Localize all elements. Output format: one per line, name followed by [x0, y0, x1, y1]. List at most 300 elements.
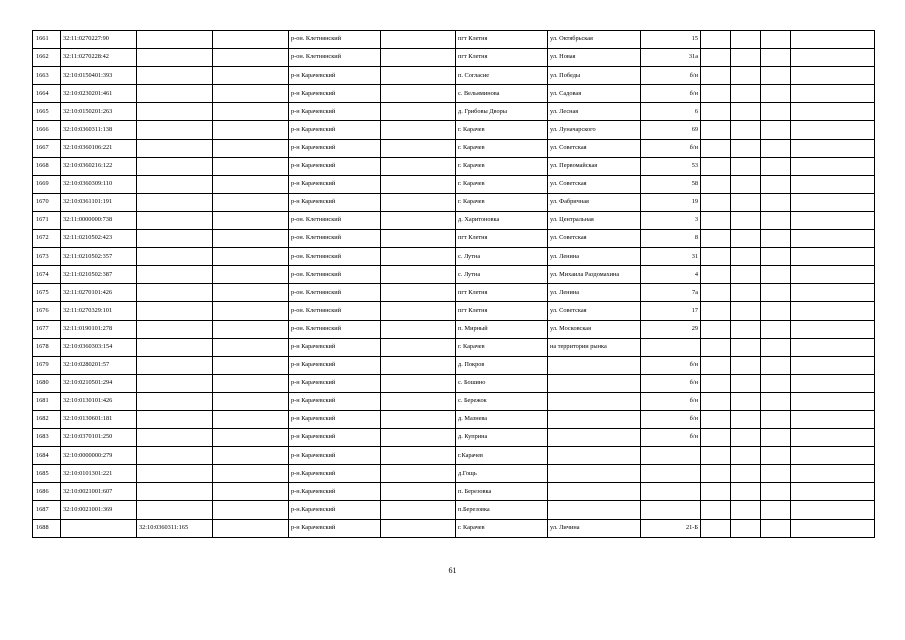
settlement-cell: г. Карачев	[456, 338, 548, 356]
empty-cell	[791, 374, 875, 392]
table-row	[33, 519, 875, 537]
house-number-cell: 69	[641, 121, 701, 139]
district-cell: р-н Карачевский	[289, 157, 381, 175]
empty-cell	[791, 175, 875, 193]
empty-cell	[761, 302, 791, 320]
empty-cell	[731, 31, 761, 49]
empty-cell	[761, 447, 791, 465]
house-number-cell: б/н	[641, 410, 701, 428]
empty-cell	[791, 302, 875, 320]
empty-cell	[213, 193, 289, 211]
cadastral-number-cell: 32:10:0150201:263	[61, 103, 137, 121]
table-row	[33, 392, 875, 410]
empty-cell	[731, 302, 761, 320]
empty-cell	[791, 392, 875, 410]
empty-cell	[761, 230, 791, 248]
settlement-cell: с. Бережок	[456, 392, 548, 410]
empty-cell	[761, 31, 791, 49]
empty-cell	[761, 392, 791, 410]
cadastral-number-alt-cell	[137, 410, 213, 428]
settlement-cell: г. Карачев	[456, 157, 548, 175]
house-number-cell: 31	[641, 248, 701, 266]
empty-cell	[791, 284, 875, 302]
settlement-cell: пгт Клетня	[456, 31, 548, 49]
district-cell: р-н.Карачевский	[289, 501, 381, 519]
cadastral-number-cell: 32:11:0210502:387	[61, 266, 137, 284]
street-cell: ул. Лесная	[548, 103, 641, 121]
table-row	[33, 410, 875, 428]
empty-cell	[761, 193, 791, 211]
cadastral-number-cell: 32:10:0360309:110	[61, 175, 137, 193]
empty-cell	[791, 465, 875, 483]
empty-cell	[381, 85, 456, 103]
empty-cell	[791, 519, 875, 537]
street-cell: ул. Октябрьская	[548, 31, 641, 49]
table-row	[33, 85, 875, 103]
empty-cell	[731, 519, 761, 537]
settlement-cell: д. Харитоновка	[456, 211, 548, 229]
table-row	[33, 356, 875, 374]
empty-cell	[791, 139, 875, 157]
house-number-cell: 3	[641, 211, 701, 229]
row-number-cell: 1669	[33, 175, 61, 193]
empty-cell	[381, 465, 456, 483]
empty-cell	[381, 392, 456, 410]
settlement-cell: г. Карачев	[456, 519, 548, 537]
empty-cell	[213, 157, 289, 175]
empty-cell	[701, 248, 731, 266]
street-cell	[548, 483, 641, 501]
empty-cell	[761, 139, 791, 157]
empty-cell	[381, 175, 456, 193]
empty-cell	[381, 230, 456, 248]
house-number-cell: 7а	[641, 284, 701, 302]
cadastral-number-cell: 32:10:0130601:181	[61, 410, 137, 428]
cadastral-number-cell: 32:10:0361101:191	[61, 193, 137, 211]
empty-cell	[701, 67, 731, 85]
street-cell: ул. Луначарского	[548, 121, 641, 139]
empty-cell	[761, 519, 791, 537]
cadastral-number-alt-cell	[137, 266, 213, 284]
empty-cell	[731, 465, 761, 483]
house-number-cell	[641, 465, 701, 483]
cadastral-number-alt-cell	[137, 284, 213, 302]
cadastral-number-alt-cell	[137, 157, 213, 175]
empty-cell	[213, 230, 289, 248]
empty-cell	[731, 157, 761, 175]
cadastral-number-cell: 32:10:0021001:607	[61, 483, 137, 501]
cadastral-number-cell: 32:10:0021001:369	[61, 501, 137, 519]
empty-cell	[761, 320, 791, 338]
empty-cell	[213, 49, 289, 67]
settlement-cell: г. Карачев	[456, 121, 548, 139]
cadastral-number-alt-cell	[137, 248, 213, 266]
cadastral-number-alt-cell	[137, 31, 213, 49]
settlement-cell: пгт Клетня	[456, 302, 548, 320]
empty-cell	[701, 157, 731, 175]
empty-cell	[791, 230, 875, 248]
house-number-cell	[641, 483, 701, 501]
empty-cell	[761, 175, 791, 193]
empty-cell	[701, 284, 731, 302]
street-cell	[548, 374, 641, 392]
row-number-cell: 1683	[33, 429, 61, 447]
empty-cell	[701, 121, 731, 139]
empty-cell	[791, 429, 875, 447]
empty-cell	[791, 320, 875, 338]
empty-cell	[381, 302, 456, 320]
house-number-cell: 29	[641, 320, 701, 338]
empty-cell	[731, 320, 761, 338]
empty-cell	[761, 284, 791, 302]
house-number-cell: б/н	[641, 139, 701, 157]
street-cell	[548, 501, 641, 519]
street-cell: ул. Советская	[548, 302, 641, 320]
district-cell: р-н Карачевский	[289, 429, 381, 447]
empty-cell	[213, 211, 289, 229]
empty-cell	[791, 410, 875, 428]
row-number-cell: 1680	[33, 374, 61, 392]
street-cell: ул. Садовая	[548, 85, 641, 103]
district-cell: р-н Карачевский	[289, 392, 381, 410]
cadastral-number-cell	[61, 519, 137, 537]
empty-cell	[761, 356, 791, 374]
settlement-cell: д. Грибовы Дворы	[456, 103, 548, 121]
house-number-cell: 58	[641, 175, 701, 193]
row-number-cell: 1682	[33, 410, 61, 428]
cadastral-number-cell: 32:11:0210502:423	[61, 230, 137, 248]
empty-cell	[213, 248, 289, 266]
cadastral-number-cell: 32:10:0101301:221	[61, 465, 137, 483]
empty-cell	[761, 85, 791, 103]
cadastral-number-alt-cell	[137, 501, 213, 519]
empty-cell	[213, 31, 289, 49]
district-cell: р-он. Клетнянский	[289, 266, 381, 284]
settlement-cell: пгт Клетня	[456, 284, 548, 302]
empty-cell	[731, 49, 761, 67]
cadastral-number-alt-cell	[137, 356, 213, 374]
table-row	[33, 374, 875, 392]
empty-cell	[731, 103, 761, 121]
cadastral-number-cell: 32:11:0270227:90	[61, 31, 137, 49]
settlement-cell: п.Березовка	[456, 501, 548, 519]
cadastral-number-cell: 32:10:0280201:57	[61, 356, 137, 374]
house-number-cell: 19	[641, 193, 701, 211]
table-row	[33, 483, 875, 501]
house-number-cell: б/н	[641, 356, 701, 374]
house-number-cell	[641, 447, 701, 465]
empty-cell	[701, 392, 731, 410]
table-row	[33, 320, 875, 338]
empty-cell	[213, 410, 289, 428]
registry-table	[32, 30, 875, 538]
empty-cell	[381, 121, 456, 139]
empty-cell	[761, 121, 791, 139]
empty-cell	[701, 175, 731, 193]
row-number-cell: 1670	[33, 193, 61, 211]
district-cell: р-н.Карачевский	[289, 465, 381, 483]
empty-cell	[791, 85, 875, 103]
house-number-cell: б/н	[641, 392, 701, 410]
table-row	[33, 266, 875, 284]
empty-cell	[761, 266, 791, 284]
empty-cell	[213, 121, 289, 139]
empty-cell	[381, 284, 456, 302]
empty-cell	[701, 410, 731, 428]
table-row	[33, 447, 875, 465]
table-row	[33, 429, 875, 447]
house-number-cell: б/н	[641, 85, 701, 103]
district-cell: р-он. Клетнянский	[289, 49, 381, 67]
empty-cell	[213, 465, 289, 483]
district-cell: р-н Карачевский	[289, 338, 381, 356]
district-cell: р-н Карачевский	[289, 139, 381, 157]
table-row	[33, 31, 875, 49]
street-cell: ул. Новая	[548, 49, 641, 67]
house-number-cell: 8	[641, 230, 701, 248]
row-number-cell: 1667	[33, 139, 61, 157]
empty-cell	[731, 139, 761, 157]
empty-cell	[213, 501, 289, 519]
table-row	[33, 338, 875, 356]
settlement-cell: пгт Клетня	[456, 230, 548, 248]
district-cell: р-он. Клетнянский	[289, 211, 381, 229]
empty-cell	[213, 302, 289, 320]
street-cell: ул. Советская	[548, 175, 641, 193]
empty-cell	[731, 356, 761, 374]
district-cell: р-н Карачевский	[289, 67, 381, 85]
settlement-cell: д.Гощь	[456, 465, 548, 483]
cadastral-number-cell: 32:11:0270329:101	[61, 302, 137, 320]
cadastral-number-alt-cell	[137, 139, 213, 157]
row-number-cell: 1677	[33, 320, 61, 338]
row-number-cell: 1665	[33, 103, 61, 121]
district-cell: р-н Карачевский	[289, 193, 381, 211]
cadastral-number-alt-cell	[137, 211, 213, 229]
cadastral-number-alt-cell	[137, 193, 213, 211]
empty-cell	[381, 103, 456, 121]
empty-cell	[701, 193, 731, 211]
house-number-cell: 6	[641, 103, 701, 121]
row-number-cell: 1661	[33, 31, 61, 49]
street-cell: на территории рынка	[548, 338, 641, 356]
house-number-cell: 15	[641, 31, 701, 49]
settlement-cell: с. Бошино	[456, 374, 548, 392]
row-number-cell: 1662	[33, 49, 61, 67]
street-cell: ул. Ленина	[548, 284, 641, 302]
empty-cell	[381, 67, 456, 85]
empty-cell	[213, 429, 289, 447]
empty-cell	[701, 447, 731, 465]
page-number: 61	[448, 566, 457, 575]
table-row	[33, 157, 875, 175]
settlement-cell: п. Согласие	[456, 67, 548, 85]
district-cell: р-н Карачевский	[289, 519, 381, 537]
empty-cell	[791, 49, 875, 67]
row-number-cell: 1666	[33, 121, 61, 139]
table-row	[33, 103, 875, 121]
empty-cell	[761, 501, 791, 519]
cadastral-number-alt-cell	[137, 320, 213, 338]
registry-table-body	[33, 31, 875, 538]
row-number-cell: 1688	[33, 519, 61, 537]
row-number-cell: 1671	[33, 211, 61, 229]
empty-cell	[381, 356, 456, 374]
house-number-cell	[641, 338, 701, 356]
empty-cell	[381, 157, 456, 175]
empty-cell	[213, 139, 289, 157]
row-number-cell: 1674	[33, 266, 61, 284]
empty-cell	[213, 356, 289, 374]
empty-cell	[213, 175, 289, 193]
street-cell: ул. Победы	[548, 67, 641, 85]
settlement-cell: д. Куприна	[456, 429, 548, 447]
empty-cell	[731, 410, 761, 428]
empty-cell	[791, 157, 875, 175]
street-cell	[548, 356, 641, 374]
house-number-cell: 17	[641, 302, 701, 320]
empty-cell	[731, 85, 761, 103]
table-row	[33, 49, 875, 67]
empty-cell	[701, 483, 731, 501]
empty-cell	[381, 266, 456, 284]
settlement-cell: с. Лутна	[456, 248, 548, 266]
cadastral-number-cell: 32:10:0360303:154	[61, 338, 137, 356]
row-number-cell: 1672	[33, 230, 61, 248]
cadastral-number-alt-cell	[137, 49, 213, 67]
row-number-cell: 1663	[33, 67, 61, 85]
house-number-cell: б/н	[641, 67, 701, 85]
empty-cell	[701, 302, 731, 320]
empty-cell	[213, 67, 289, 85]
empty-cell	[791, 121, 875, 139]
district-cell: р-н Карачевский	[289, 175, 381, 193]
empty-cell	[761, 103, 791, 121]
house-number-cell: б/н	[641, 374, 701, 392]
cadastral-number-cell: 32:10:0370101:250	[61, 429, 137, 447]
empty-cell	[213, 338, 289, 356]
empty-cell	[731, 338, 761, 356]
house-number-cell: б/н	[641, 429, 701, 447]
settlement-cell: с. Вельяминова	[456, 85, 548, 103]
settlement-cell: г. Карачев	[456, 193, 548, 211]
empty-cell	[701, 429, 731, 447]
district-cell: р-н Карачевский	[289, 374, 381, 392]
cadastral-number-cell: 32:10:0210501:294	[61, 374, 137, 392]
empty-cell	[761, 410, 791, 428]
street-cell: ул. Советская	[548, 139, 641, 157]
empty-cell	[731, 266, 761, 284]
empty-cell	[761, 211, 791, 229]
empty-cell	[701, 266, 731, 284]
cadastral-number-alt-cell	[137, 392, 213, 410]
empty-cell	[761, 374, 791, 392]
cadastral-number-alt-cell	[137, 447, 213, 465]
settlement-cell: д. Мазнева	[456, 410, 548, 428]
district-cell: р-н Карачевский	[289, 356, 381, 374]
empty-cell	[701, 31, 731, 49]
empty-cell	[701, 501, 731, 519]
empty-cell	[701, 320, 731, 338]
street-cell: ул. Московская	[548, 320, 641, 338]
table-row	[33, 501, 875, 519]
empty-cell	[213, 85, 289, 103]
empty-cell	[791, 211, 875, 229]
cadastral-number-alt-cell	[137, 230, 213, 248]
empty-cell	[381, 338, 456, 356]
cadastral-number-cell: 32:10:0230201:461	[61, 85, 137, 103]
empty-cell	[731, 193, 761, 211]
cadastral-number-alt-cell	[137, 465, 213, 483]
house-number-cell: 31а	[641, 49, 701, 67]
district-cell: р-он. Клетнянский	[289, 248, 381, 266]
empty-cell	[701, 103, 731, 121]
empty-cell	[731, 392, 761, 410]
table-row	[33, 121, 875, 139]
table-row	[33, 139, 875, 157]
cadastral-number-alt-cell	[137, 121, 213, 139]
empty-cell	[381, 320, 456, 338]
empty-cell	[731, 211, 761, 229]
street-cell	[548, 410, 641, 428]
empty-cell	[701, 374, 731, 392]
empty-cell	[791, 266, 875, 284]
cadastral-number-cell: 32:10:0000000:279	[61, 447, 137, 465]
empty-cell	[791, 67, 875, 85]
cadastral-number-alt-cell	[137, 429, 213, 447]
empty-cell	[731, 374, 761, 392]
empty-cell	[381, 410, 456, 428]
table-row	[33, 67, 875, 85]
cadastral-number-alt-cell	[137, 103, 213, 121]
empty-cell	[791, 356, 875, 374]
cadastral-number-alt-cell	[137, 85, 213, 103]
district-cell: р-н Карачевский	[289, 121, 381, 139]
empty-cell	[381, 31, 456, 49]
empty-cell	[213, 320, 289, 338]
empty-cell	[381, 248, 456, 266]
empty-cell	[381, 193, 456, 211]
row-number-cell: 1681	[33, 392, 61, 410]
empty-cell	[701, 230, 731, 248]
district-cell: р-он. Клетнянский	[289, 230, 381, 248]
empty-cell	[791, 338, 875, 356]
cadastral-number-cell: 32:11:0000000:738	[61, 211, 137, 229]
empty-cell	[381, 501, 456, 519]
row-number-cell: 1673	[33, 248, 61, 266]
empty-cell	[701, 211, 731, 229]
row-number-cell: 1686	[33, 483, 61, 501]
district-cell: р-он. Клетнянский	[289, 302, 381, 320]
house-number-cell	[641, 501, 701, 519]
empty-cell	[791, 193, 875, 211]
row-number-cell: 1685	[33, 465, 61, 483]
street-cell: ул. Первомайская	[548, 157, 641, 175]
table-row	[33, 248, 875, 266]
empty-cell	[731, 67, 761, 85]
empty-cell	[213, 266, 289, 284]
row-number-cell: 1684	[33, 447, 61, 465]
empty-cell	[213, 392, 289, 410]
district-cell: р-он. Клетнянский	[289, 320, 381, 338]
cadastral-number-alt-cell	[137, 175, 213, 193]
empty-cell	[213, 374, 289, 392]
empty-cell	[381, 519, 456, 537]
house-number-cell: 21-Б	[641, 519, 701, 537]
cadastral-number-alt-cell	[137, 374, 213, 392]
cadastral-number-cell: 32:10:0360106:221	[61, 139, 137, 157]
cadastral-number-cell: 32:11:0210502:357	[61, 248, 137, 266]
